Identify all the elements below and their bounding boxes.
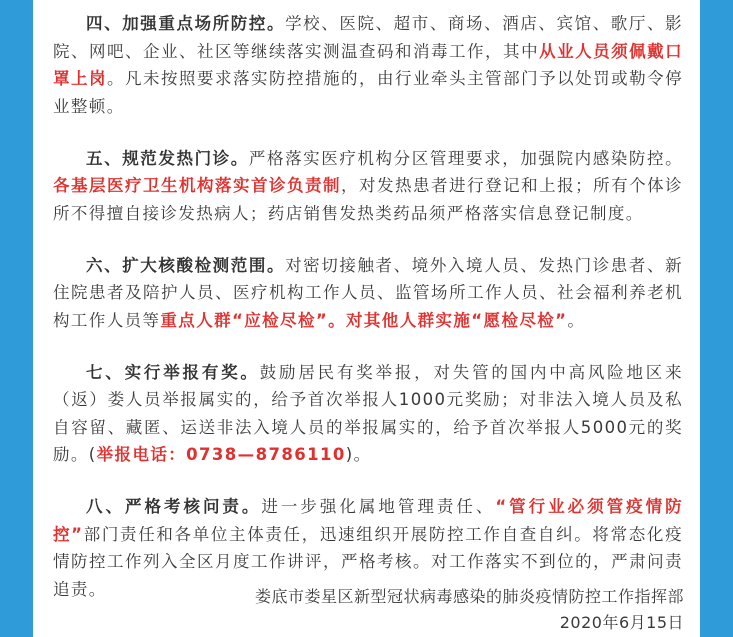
issue-date: 2020年6月15日 xyxy=(559,613,684,632)
paragraph-text: ，对发热患者进行登记和上报；所有个体诊所不得擅自接诊发热病人；药店销售发热类药品须严格落实信息登记制度。 xyxy=(53,176,683,223)
paragraph-text: 部门责任和各单位主体责任，迅速组织开展防控工作自查自纠。将常态化疫情防控工作列入全区月度工作讲评，严格考核。对工作落实不到位的，严肃问责追责。 xyxy=(53,524,683,599)
paragraph-7 xyxy=(53,359,683,469)
right-blue-border xyxy=(700,0,733,637)
paragraph-text: 。凡未按照要求落实防控措施的，由行业牵头主管部门予以处罚或勒令停业整顿。 xyxy=(53,69,683,116)
paragraph-heading: 七、实行举报有奖。 xyxy=(86,362,260,382)
paragraph-text: 。 xyxy=(567,310,586,330)
paragraph-heading: 四、加强重点场所防控。 xyxy=(86,14,286,33)
paragraph-text: )。 xyxy=(345,445,372,464)
paragraph-text: 鼓励居民有奖举报，对失管的国内中高风险地区来（返）娄人员举报属实的，给予首次举报人1000元奖励；对非法入境人员及私自容留、藏匿、运送非法入境人员的举报属实的，给予首次举报人5000元的奖励。( xyxy=(53,362,683,464)
paragraph-text: 学校、医院、超市、商场、酒店、宾馆、歌厅、影院、网吧、企业、社区等继续落实测温查码和消毒工作，其中 xyxy=(53,14,683,61)
signature-block xyxy=(164,584,684,636)
paragraph-heading: 六、扩大核酸检测范围。 xyxy=(86,255,286,275)
paragraph-text: 严格落实医疗机构分区管理要求，加强院内感染防控。 xyxy=(248,148,683,168)
paragraph-highlight: 举报电话：0738—8786110 xyxy=(96,445,346,464)
paragraph-text: 进一步强化属地管理责任、 xyxy=(261,497,496,516)
paragraph-heading: 五、规范发热门诊。 xyxy=(86,148,249,168)
left-blue-border xyxy=(0,0,33,637)
article-body xyxy=(53,0,683,603)
paragraph-text: 对密切接触者、境外入境人员、发热门诊患者、新住院患者及陪护人员、医疗机构工作人员、监管场所工作人员、社会福利养老机构工作人员等 xyxy=(53,255,683,330)
paragraph-highlight: 从业人员须佩戴口罩上岗 xyxy=(53,41,683,88)
issuing-organization: 娄底市娄星区新型冠状病毒感染的肺炎疫情防控工作指挥部 xyxy=(254,587,684,606)
paragraph-6 xyxy=(53,252,683,335)
paragraph-highlight: 各基层医疗卫生机构落实首诊负责制 xyxy=(53,176,342,195)
paragraph-4 xyxy=(53,10,683,120)
paragraph-5 xyxy=(53,145,683,228)
paragraph-highlight: 重点人群“应检尽检”。对其他人群实施“愿检尽检” xyxy=(160,310,568,330)
paragraph-heading: 八、严格考核问责。 xyxy=(86,497,262,516)
paragraph-highlight: “管行业必须管疫情防控” xyxy=(53,497,683,544)
